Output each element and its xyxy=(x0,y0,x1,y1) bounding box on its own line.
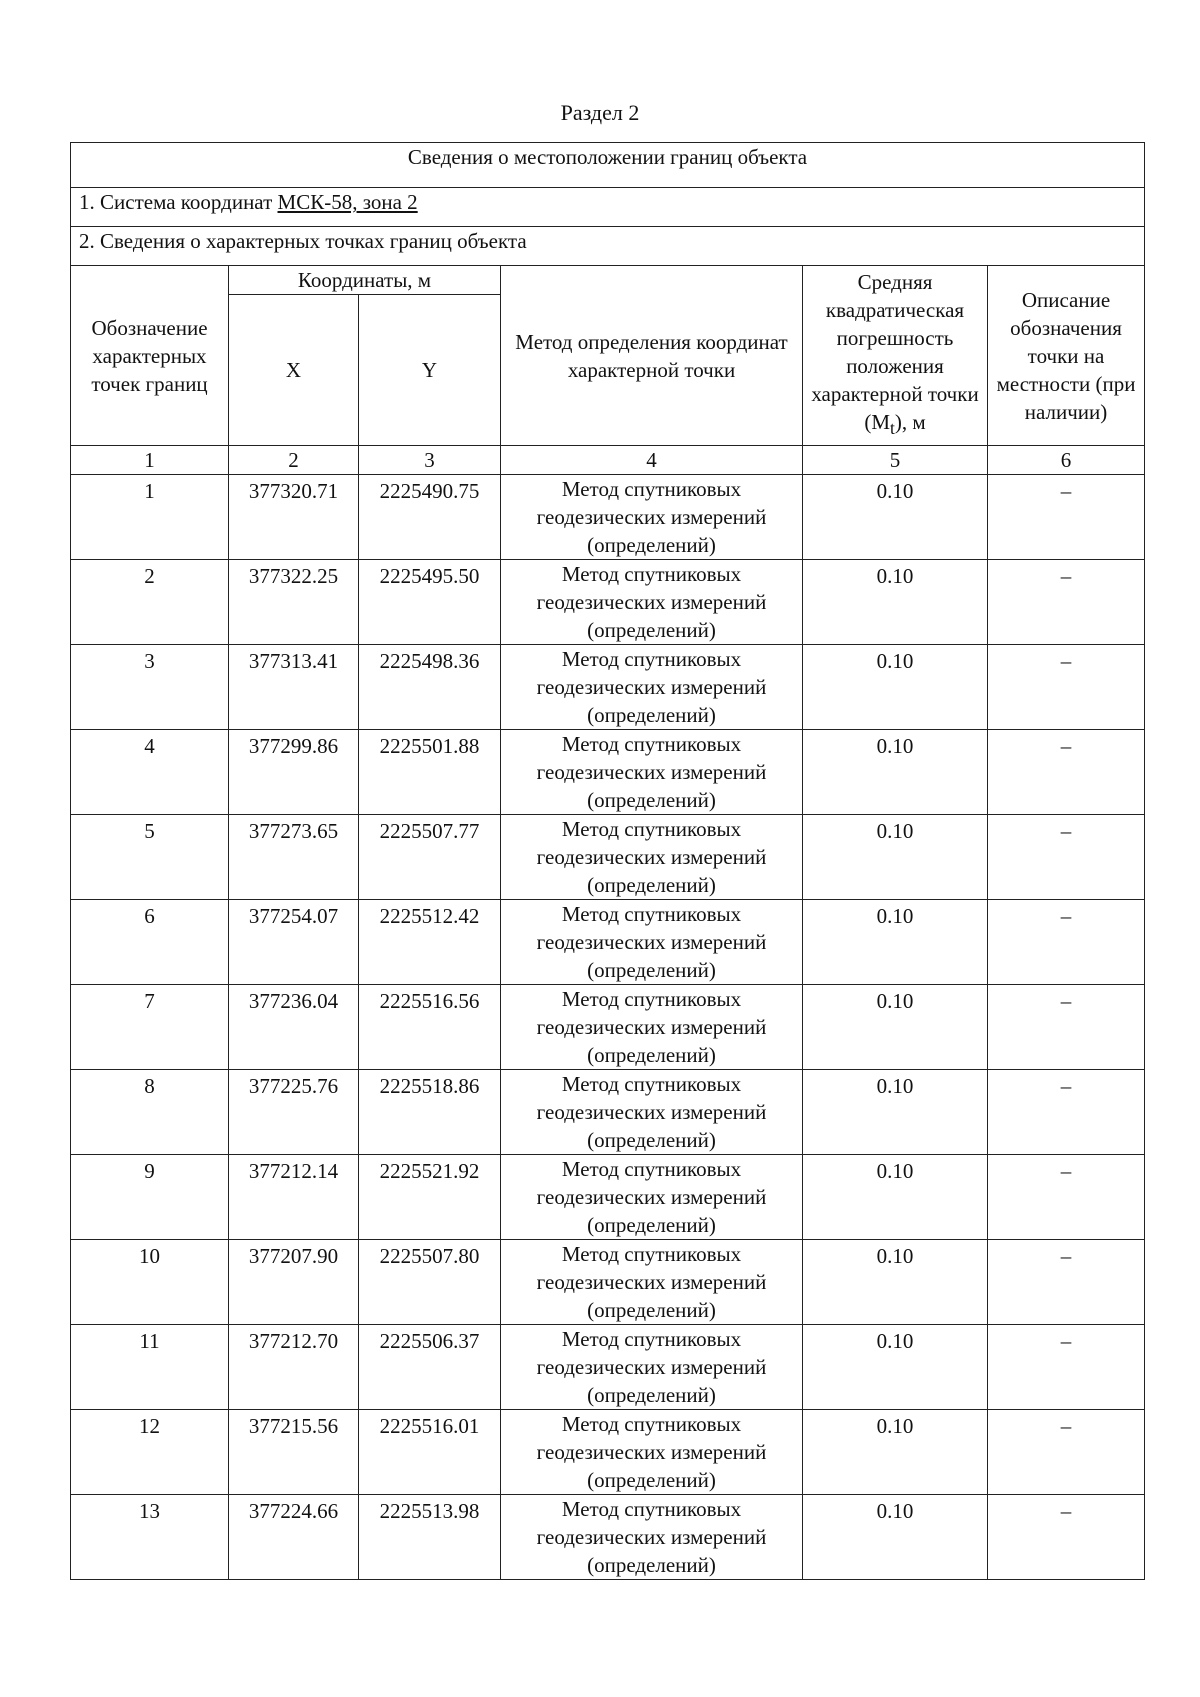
method-cell: Метод спутниковых геодезических измерений (определений) xyxy=(501,1155,803,1240)
x-coordinate-cell: 377207.90 xyxy=(229,1240,359,1325)
method-cell: Метод спутниковых геодезических измерений (определений) xyxy=(501,815,803,900)
description-cell: – xyxy=(988,475,1145,560)
point-id-cell: 4 xyxy=(71,730,229,815)
point-id-cell: 7 xyxy=(71,985,229,1070)
description-cell: – xyxy=(988,985,1145,1070)
point-id-cell: 2 xyxy=(71,560,229,645)
column-number: 5 xyxy=(803,446,988,475)
x-coordinate-cell: 377236.04 xyxy=(229,985,359,1070)
header-coordinates: Координаты, м xyxy=(229,266,501,295)
table-row xyxy=(71,1325,1145,1410)
method-cell: Метод спутниковых геодезических измерений (определений) xyxy=(501,1070,803,1155)
point-id-cell: 5 xyxy=(71,815,229,900)
method-cell: Метод спутниковых геодезических измерений (определений) xyxy=(501,645,803,730)
accuracy-cell: 0.10 xyxy=(803,560,988,645)
column-number: 1 xyxy=(71,446,229,475)
description-cell: – xyxy=(988,1325,1145,1410)
boundary-points-table xyxy=(70,142,1145,1580)
point-id-cell: 11 xyxy=(71,1325,229,1410)
point-id-cell: 12 xyxy=(71,1410,229,1495)
header-accuracy xyxy=(803,266,988,446)
y-coordinate-cell: 2225506.37 xyxy=(359,1325,501,1410)
y-coordinate-cell: 2225518.86 xyxy=(359,1070,501,1155)
y-coordinate-cell: 2225521.92 xyxy=(359,1155,501,1240)
header-row-1 xyxy=(71,266,1145,295)
points-info-row xyxy=(71,227,1145,266)
accuracy-cell: 0.10 xyxy=(803,1325,988,1410)
x-coordinate-cell: 377273.65 xyxy=(229,815,359,900)
header-x: X xyxy=(229,295,359,446)
description-cell: – xyxy=(988,1410,1145,1495)
point-id-cell: 3 xyxy=(71,645,229,730)
x-coordinate-cell: 377212.70 xyxy=(229,1325,359,1410)
header-designation: Обозначение характерных точек границ xyxy=(71,266,229,446)
y-coordinate-cell: 2225512.42 xyxy=(359,900,501,985)
x-coordinate-cell: 377215.56 xyxy=(229,1410,359,1495)
table-row xyxy=(71,985,1145,1070)
coordinate-system-label: 1. Система координат xyxy=(79,190,278,214)
points-info-label: 2. Сведения о характерных точках границ объекта xyxy=(71,227,1145,266)
accuracy-cell: 0.10 xyxy=(803,1240,988,1325)
table-row xyxy=(71,900,1145,985)
table-row xyxy=(71,1155,1145,1240)
table-row xyxy=(71,475,1145,560)
header-accuracy-prefix: Средняя квадратическая погрешность положения характерной точки (M xyxy=(811,270,979,435)
description-cell: – xyxy=(988,560,1145,645)
y-coordinate-cell: 2225513.98 xyxy=(359,1495,501,1580)
method-cell: Метод спутниковых геодезических измерений (определений) xyxy=(501,1240,803,1325)
description-cell: – xyxy=(988,730,1145,815)
coordinate-system-cell xyxy=(71,188,1145,227)
y-coordinate-cell: 2225490.75 xyxy=(359,475,501,560)
description-cell: – xyxy=(988,1240,1145,1325)
column-number: 3 xyxy=(359,446,501,475)
description-cell: – xyxy=(988,1155,1145,1240)
table-row xyxy=(71,645,1145,730)
description-cell: – xyxy=(988,1070,1145,1155)
accuracy-cell: 0.10 xyxy=(803,1155,988,1240)
header-method: Метод определения координат характерной точки xyxy=(501,266,803,446)
table-row xyxy=(71,1495,1145,1580)
table-row xyxy=(71,815,1145,900)
accuracy-cell: 0.10 xyxy=(803,730,988,815)
y-coordinate-cell: 2225501.88 xyxy=(359,730,501,815)
accuracy-cell: 0.10 xyxy=(803,1070,988,1155)
point-id-cell: 8 xyxy=(71,1070,229,1155)
x-coordinate-cell: 377322.25 xyxy=(229,560,359,645)
point-id-cell: 6 xyxy=(71,900,229,985)
point-id-cell: 9 xyxy=(71,1155,229,1240)
y-coordinate-cell: 2225495.50 xyxy=(359,560,501,645)
section-heading: Раздел 2 xyxy=(560,100,640,125)
method-cell: Метод спутниковых геодезических измерений (определений) xyxy=(501,560,803,645)
y-coordinate-cell: 2225498.36 xyxy=(359,645,501,730)
header-accuracy-suffix: ), м xyxy=(894,410,926,435)
accuracy-cell: 0.10 xyxy=(803,475,988,560)
accuracy-cell: 0.10 xyxy=(803,645,988,730)
x-coordinate-cell: 377254.07 xyxy=(229,900,359,985)
column-number-row xyxy=(71,446,1145,475)
description-cell: – xyxy=(988,645,1145,730)
y-coordinate-cell: 2225507.77 xyxy=(359,815,501,900)
table-title-row xyxy=(71,143,1145,188)
x-coordinate-cell: 377299.86 xyxy=(229,730,359,815)
description-cell: – xyxy=(988,1495,1145,1580)
table-title: Сведения о местоположении границ объекта xyxy=(71,143,1145,188)
column-number: 2 xyxy=(229,446,359,475)
table-row xyxy=(71,560,1145,645)
coordinate-system-row xyxy=(71,188,1145,227)
method-cell: Метод спутниковых геодезических измерений (определений) xyxy=(501,900,803,985)
table-row xyxy=(71,1410,1145,1495)
accuracy-cell: 0.10 xyxy=(803,815,988,900)
x-coordinate-cell: 377224.66 xyxy=(229,1495,359,1580)
method-cell: Метод спутниковых геодезических измерений (определений) xyxy=(501,1495,803,1580)
x-coordinate-cell: 377320.71 xyxy=(229,475,359,560)
point-id-cell: 10 xyxy=(71,1240,229,1325)
accuracy-cell: 0.10 xyxy=(803,1495,988,1580)
method-cell: Метод спутниковых геодезических измерений (определений) xyxy=(501,475,803,560)
point-id-cell: 1 xyxy=(71,475,229,560)
coordinate-system-value: МСК-58, зона 2 xyxy=(277,190,418,214)
method-cell: Метод спутниковых геодезических измерений (определений) xyxy=(501,1410,803,1495)
column-number: 6 xyxy=(988,446,1145,475)
table-row xyxy=(71,730,1145,815)
method-cell: Метод спутниковых геодезических измерений (определений) xyxy=(501,985,803,1070)
y-coordinate-cell: 2225516.56 xyxy=(359,985,501,1070)
point-id-cell: 13 xyxy=(71,1495,229,1580)
description-cell: – xyxy=(988,815,1145,900)
y-coordinate-cell: 2225516.01 xyxy=(359,1410,501,1495)
method-cell: Метод спутниковых геодезических измерений (определений) xyxy=(501,730,803,815)
header-y: Y xyxy=(359,295,501,446)
column-number: 4 xyxy=(501,446,803,475)
accuracy-cell: 0.10 xyxy=(803,985,988,1070)
accuracy-cell: 0.10 xyxy=(803,900,988,985)
table-row xyxy=(71,1240,1145,1325)
table-row xyxy=(71,1070,1145,1155)
description-cell: – xyxy=(988,900,1145,985)
x-coordinate-cell: 377212.14 xyxy=(229,1155,359,1240)
header-description: Описание обозначения точки на местности (при наличии) xyxy=(988,266,1145,446)
accuracy-cell: 0.10 xyxy=(803,1410,988,1495)
x-coordinate-cell: 377225.76 xyxy=(229,1070,359,1155)
header-accuracy-subscript: t xyxy=(890,418,895,439)
method-cell: Метод спутниковых геодезических измерений (определений) xyxy=(501,1325,803,1410)
x-coordinate-cell: 377313.41 xyxy=(229,645,359,730)
y-coordinate-cell: 2225507.80 xyxy=(359,1240,501,1325)
